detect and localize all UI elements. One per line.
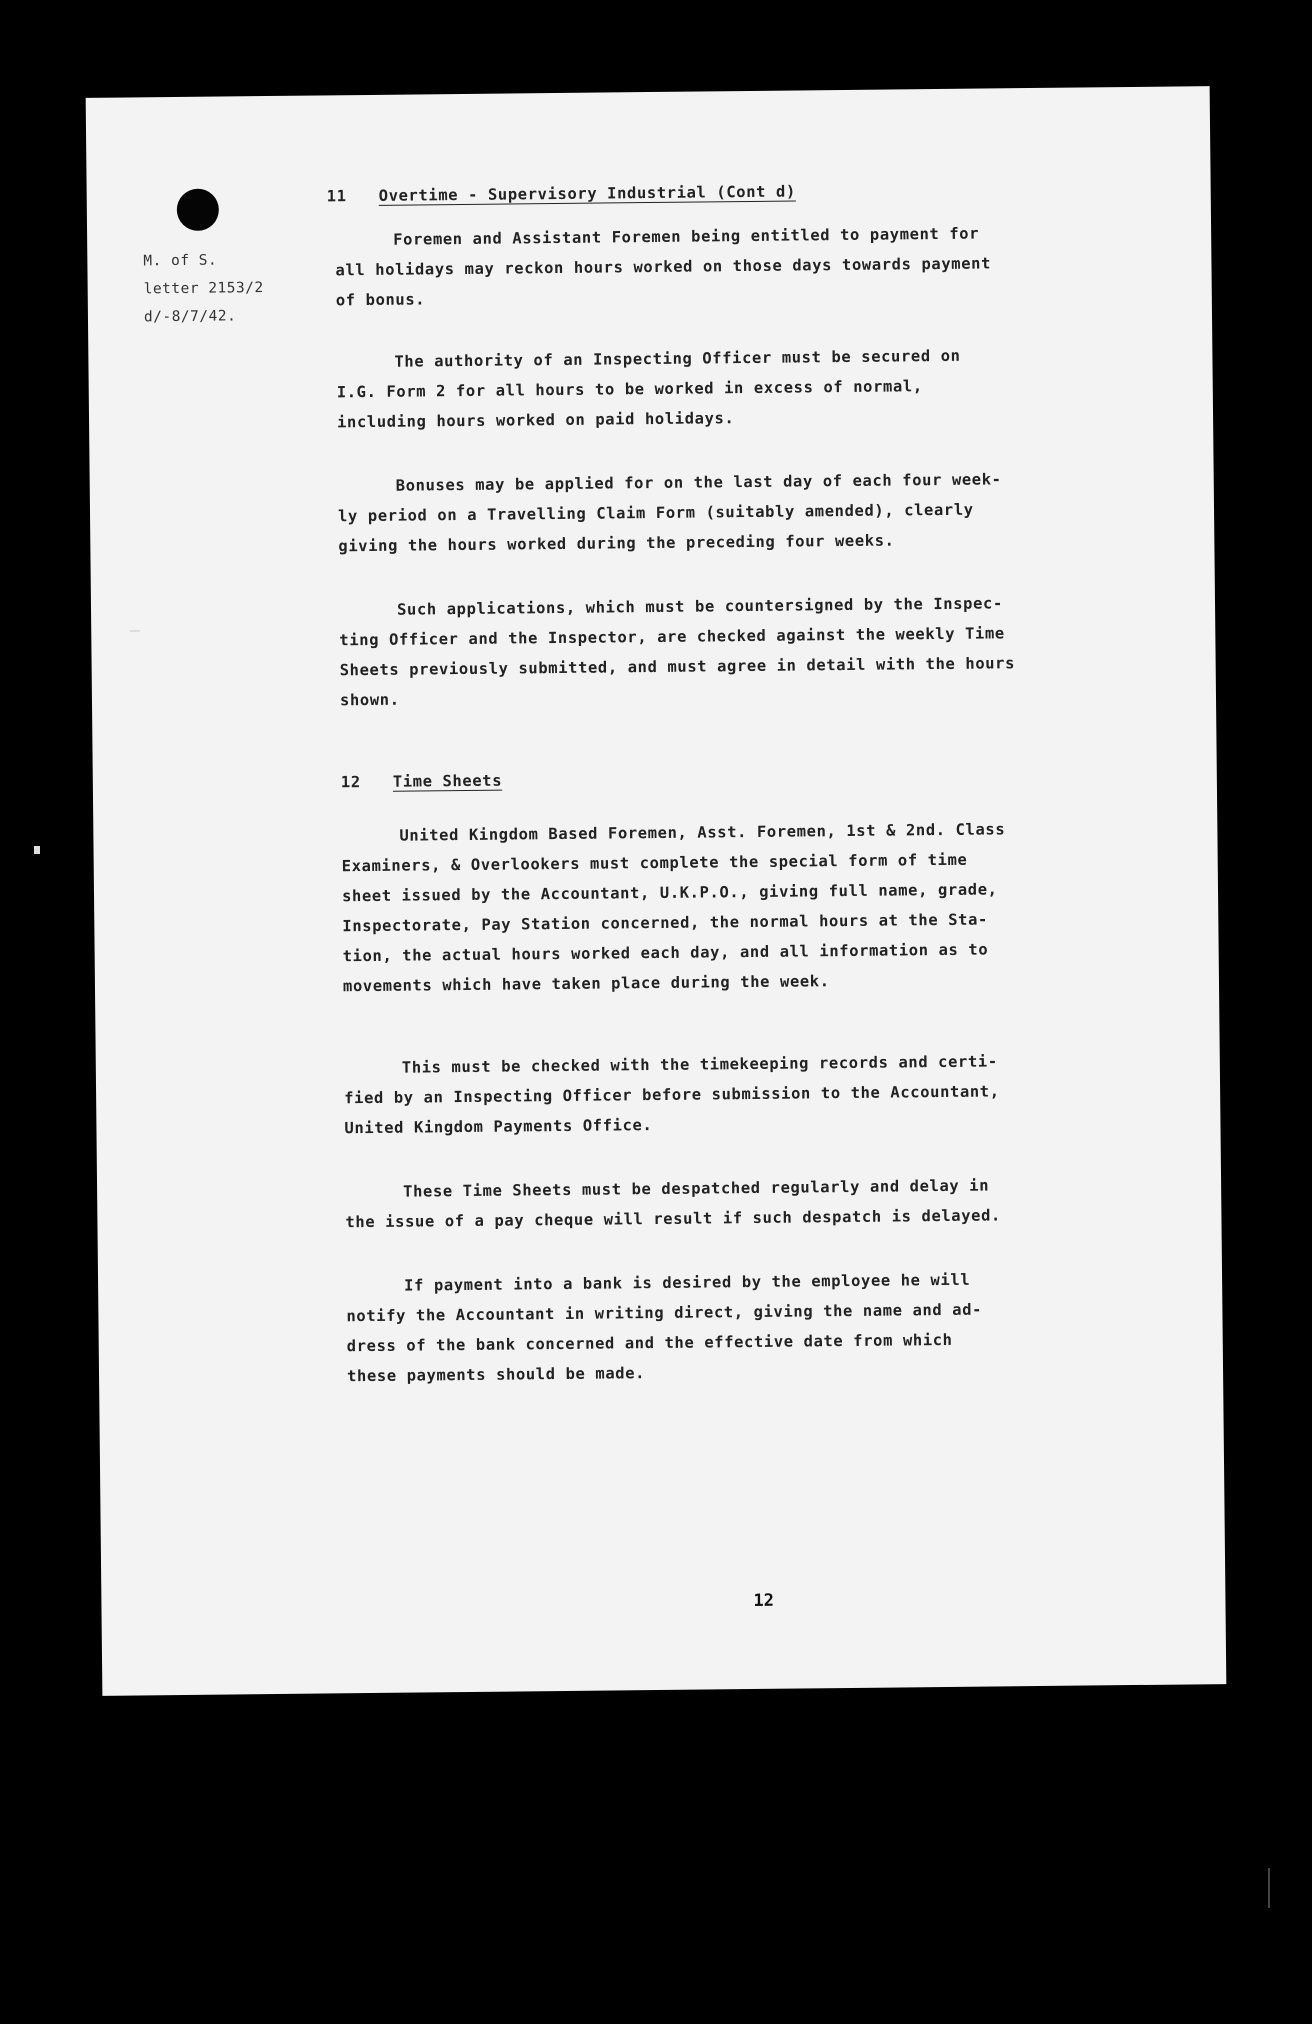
paragraph-line: notify the Accountant in writing direct, giving the name and ad- bbox=[346, 1300, 983, 1326]
film-speck bbox=[130, 630, 140, 632]
paragraph-line: of bonus. bbox=[335, 290, 426, 310]
paragraph-line: fied by an Inspecting Officer before submission to the Accountant, bbox=[344, 1082, 1000, 1108]
paragraph-line: movements which have taken place during the week. bbox=[342, 972, 830, 996]
paragraph-line: all holidays may reckon hours worked on those days towards payment bbox=[335, 254, 992, 280]
paragraph-line: Examiners, & Overlookers must complete the special form of time bbox=[341, 850, 968, 876]
paragraph bbox=[344, 1045, 1105, 1143]
section-number: 11 bbox=[326, 187, 347, 206]
margin-note-line: M. of S. bbox=[143, 252, 218, 270]
paragraph bbox=[345, 1169, 1106, 1237]
paragraph bbox=[336, 339, 1097, 437]
paragraph-line: Sheets previously submitted, and must agree in detail with the hours bbox=[339, 654, 1016, 680]
page-number: 12 bbox=[753, 1590, 775, 1612]
paragraph-line: I.G. Form 2 for all hours to be worked in excess of normal, bbox=[336, 377, 923, 402]
paragraph-line: United Kingdom Based Foremen, Asst. Foremen, 1st & 2nd. Class bbox=[399, 820, 1006, 845]
paragraph-line: Inspectorate, Pay Station concerned, the normal hours at the Sta- bbox=[342, 910, 988, 936]
paragraph-line: If payment into a bank is desired by the employee he will bbox=[404, 1270, 971, 1295]
paragraph-line: including hours worked on paid holidays. bbox=[336, 409, 735, 432]
paragraph-line: United Kingdom Payments Office. bbox=[344, 1116, 653, 1138]
section-number: 12 bbox=[340, 773, 361, 792]
document-page bbox=[86, 86, 1227, 1696]
paragraph-line: sheet issued by the Accountant, U.K.P.O., giving full name, grade, bbox=[341, 880, 998, 906]
section-12-heading bbox=[341, 772, 502, 792]
paragraph-line: Bonuses may be applied for on the last day of each four week- bbox=[395, 470, 1002, 495]
paragraph-line: Such applications, which must be countersigned by the Inspec- bbox=[396, 594, 1003, 619]
paragraph-line: dress of the bank concerned and the effective date from which bbox=[346, 1330, 953, 1356]
margin-note-line: d/-8/7/42. bbox=[143, 308, 237, 326]
paragraph bbox=[341, 813, 1103, 1001]
margin-note-line: letter 2153/2 bbox=[143, 280, 264, 298]
paragraph-line: shown. bbox=[339, 690, 400, 710]
paragraph bbox=[338, 463, 1099, 561]
section-11-heading bbox=[327, 182, 796, 205]
paragraph-line: This must be checked with the timekeeping records and certi- bbox=[401, 1052, 998, 1077]
film-scratch bbox=[1268, 1868, 1270, 1908]
punch-hole bbox=[177, 189, 219, 231]
paragraph-line: These Time Sheets must be despatched regularly and delay in bbox=[403, 1176, 990, 1201]
paragraph-line: tion, the actual hours worked each day, and all information as to bbox=[342, 940, 989, 966]
film-speck bbox=[34, 846, 40, 854]
paragraph-line: ting Officer and the Inspector, are checked against the weekly Time bbox=[339, 624, 1005, 650]
paragraph-line: giving the hours worked during the preceding four weeks. bbox=[338, 531, 895, 556]
paragraph-line: Foremen and Assistant Foremen being entitled to payment for bbox=[393, 224, 980, 249]
paragraph bbox=[335, 217, 1096, 315]
margin-reference-note bbox=[143, 246, 264, 331]
paragraph-line: ly period on a Travelling Claim Form (suitably amended), clearly bbox=[337, 500, 974, 526]
paragraph bbox=[339, 587, 1100, 715]
paragraph-line: The authority of an Inspecting Officer must be secured on bbox=[394, 346, 961, 371]
paragraph-line: these payments should be made. bbox=[346, 1364, 646, 1386]
section-title: Overtime - Supervisory Industrial (Cont d) bbox=[378, 182, 796, 205]
paragraph bbox=[346, 1263, 1107, 1391]
paragraph-line: the issue of a pay cheque will result if such despatch is delayed. bbox=[345, 1206, 1002, 1232]
section-title: Time Sheets bbox=[392, 771, 503, 791]
